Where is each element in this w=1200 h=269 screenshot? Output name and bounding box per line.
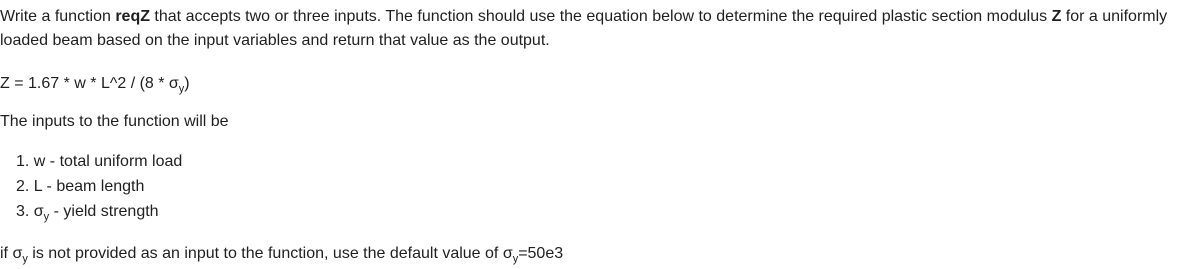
- equation: [0, 72, 190, 96]
- list-item-number: 3.: [16, 203, 34, 220]
- intro-text-c: for a uniformly: [1061, 8, 1168, 25]
- default-note-a: if σ: [0, 245, 23, 262]
- inputs-heading: The inputs to the function will be: [0, 113, 229, 130]
- intro-line-2: loaded beam based on the input variables and return that value as the output.: [0, 32, 550, 49]
- list-item-text: σ: [33, 203, 44, 220]
- list-item-subscript: y: [43, 211, 50, 223]
- function-name: reqZ: [115, 8, 150, 25]
- list-item: [16, 199, 182, 224]
- default-note: [0, 242, 563, 266]
- list-item: [16, 149, 182, 174]
- inputs-list: [16, 149, 182, 224]
- equation-close: ): [184, 75, 190, 92]
- z-symbol: Z: [1051, 8, 1062, 25]
- intro-line-1: [0, 5, 1167, 29]
- list-item: [16, 174, 182, 199]
- list-item-text: L - beam length: [33, 178, 145, 195]
- equation-subscript: y: [178, 83, 185, 95]
- equation-text: Z = 1.67 * w * L^2 / (8 * σ: [0, 75, 179, 92]
- default-note-b: is not provided as an input to the function, use the default value of σ: [27, 245, 513, 262]
- intro-text-b: that accepts two or three inputs. The function should use the equation below to determine the required plastic section modulus: [149, 8, 1052, 25]
- default-note-sub-2: y: [512, 253, 519, 265]
- default-note-c: =50e3: [518, 245, 564, 262]
- intro-text-a: Write a function: [0, 8, 116, 25]
- default-note-sub-1: y: [22, 253, 28, 265]
- list-item-number: 1.: [16, 153, 34, 170]
- list-item-number: 2.: [16, 178, 34, 195]
- list-item-rest: - yield strength: [49, 203, 159, 220]
- list-item-text: w - total uniform load: [33, 153, 183, 170]
